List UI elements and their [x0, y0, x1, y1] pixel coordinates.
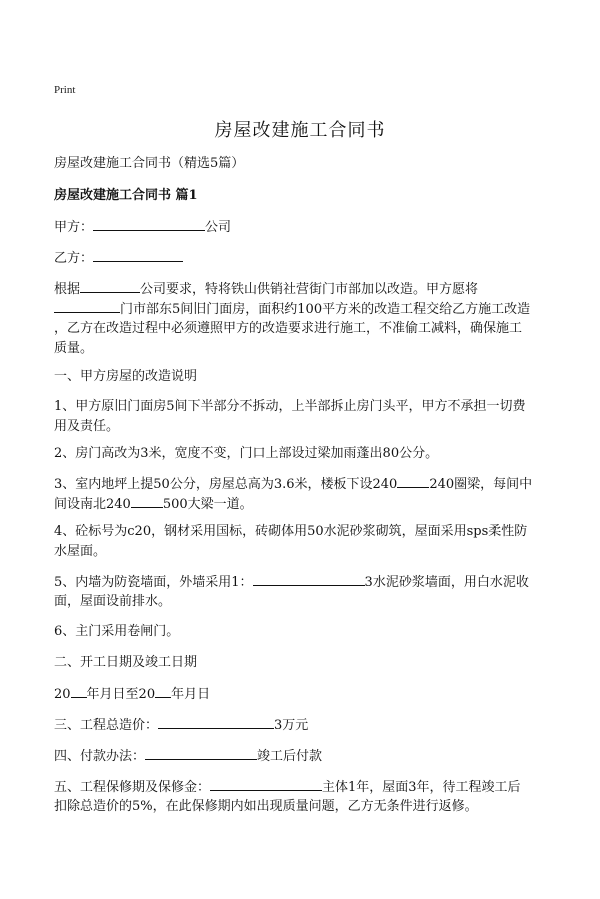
item-3-text: 间设南北240	[54, 497, 131, 512]
dates-text: 20	[54, 687, 71, 702]
item-3-text: 240圈梁，每间中	[429, 477, 533, 492]
item-3-text: 500大梁一道。	[162, 497, 253, 512]
item-2: 2、房门高改为3米，宽度不变，门口上部设过梁加雨蓬出80公分。	[54, 446, 439, 461]
party-a-suffix: 公司	[205, 220, 232, 235]
party-a-line	[54, 216, 554, 238]
intro-line-4: 质量。	[54, 341, 94, 356]
item-5-blank	[253, 571, 365, 586]
party-a-label: 甲方：	[54, 220, 94, 235]
shop-blank	[54, 298, 120, 313]
section-3-value: 3万元	[274, 718, 309, 733]
intro-text: 根据	[54, 282, 81, 297]
section-4-line	[54, 745, 554, 767]
item-5-text: 5、内墙为防瓷墙面，外墙采用1：	[54, 575, 253, 590]
company-blank	[80, 278, 140, 293]
item-6: 6、主门采用卷闸门。	[54, 624, 180, 639]
item-3-line-2	[54, 493, 554, 515]
item-5-line-2: 面，屋面设前排水。	[54, 594, 172, 609]
cost-blank	[158, 714, 274, 729]
dates-line	[54, 683, 554, 705]
dates-text: 年月日至20	[86, 687, 156, 702]
warranty-blank	[210, 776, 322, 791]
party-b-blank	[93, 247, 183, 262]
section-4-label: 四、付款办法：	[54, 749, 146, 764]
section-3-label: 三、工程总造价：	[54, 718, 159, 733]
item-5-line-1	[54, 571, 554, 593]
section-5-text: 主体1年，屋面3年，待工程竣工后	[322, 780, 521, 795]
item-5-text: 3水泥砂浆墙面，用白水泥收	[364, 575, 529, 590]
intro-line-3: ，乙方在改造过程中必须遵照甲方的改造要求进行施工，不准偷工减料，确保施工	[54, 321, 523, 336]
intro-text: 门市部东5间旧门面房，面积约100平方米的改造工程交给乙方施工改造	[120, 302, 531, 317]
section-1-heading: 一、甲方房屋的改造说明	[54, 369, 198, 384]
intro-line-2	[54, 298, 554, 320]
year-blank	[71, 683, 87, 698]
party-a-blank	[93, 216, 205, 231]
item-4-line-2: 水屋面。	[54, 544, 107, 559]
party-b-line	[54, 247, 554, 269]
document-title: 房屋改建施工合同书	[214, 120, 386, 141]
party-b-label: 乙方：	[54, 251, 94, 266]
document-subtitle: 房屋改建施工合同书（精选5篇）	[54, 156, 245, 171]
intro-text: 公司要求，特将铁山供销社营街门市部加以改造。甲方愿将	[140, 282, 479, 297]
item-3-line-1	[54, 473, 554, 495]
dates-text: 年月日	[171, 687, 211, 702]
section-2-heading: 二、开工日期及竣工日期	[54, 655, 198, 670]
year-blank	[155, 683, 171, 698]
payment-blank	[145, 745, 257, 760]
item-3-text: 3、室内地坪上提50公分，房屋总高为3.6米，楼板下设240	[54, 477, 398, 492]
item-3-blank	[397, 473, 429, 488]
intro-line-1	[54, 278, 554, 300]
section-title: 房屋改建施工合同书 篇1	[54, 188, 198, 203]
section-4-value: 竣工后付款	[257, 749, 323, 764]
section-5-label: 五、工程保修期及保修金：	[54, 780, 211, 795]
item-1-line-2: 用及责任。	[54, 419, 120, 434]
item-4-line-1: 4、砼标号为c20，钢材采用国标，砖砌体用50水泥砂浆砌筑，屋面采用sps柔性防	[54, 524, 528, 539]
section-5-line-1	[54, 776, 554, 798]
section-5-line-2: 扣除总造价的5%，在此保修期内如出现质量问题，乙方无条件进行返修。	[54, 799, 478, 814]
item-1-line-1: 1、甲方原旧门面房5间下半部分不拆动，上半部拆止房门头平，甲方不承担一切费	[54, 399, 526, 414]
print-link[interactable]: Print	[54, 84, 76, 96]
item-3-blank	[131, 493, 163, 508]
section-3-line	[54, 714, 554, 736]
